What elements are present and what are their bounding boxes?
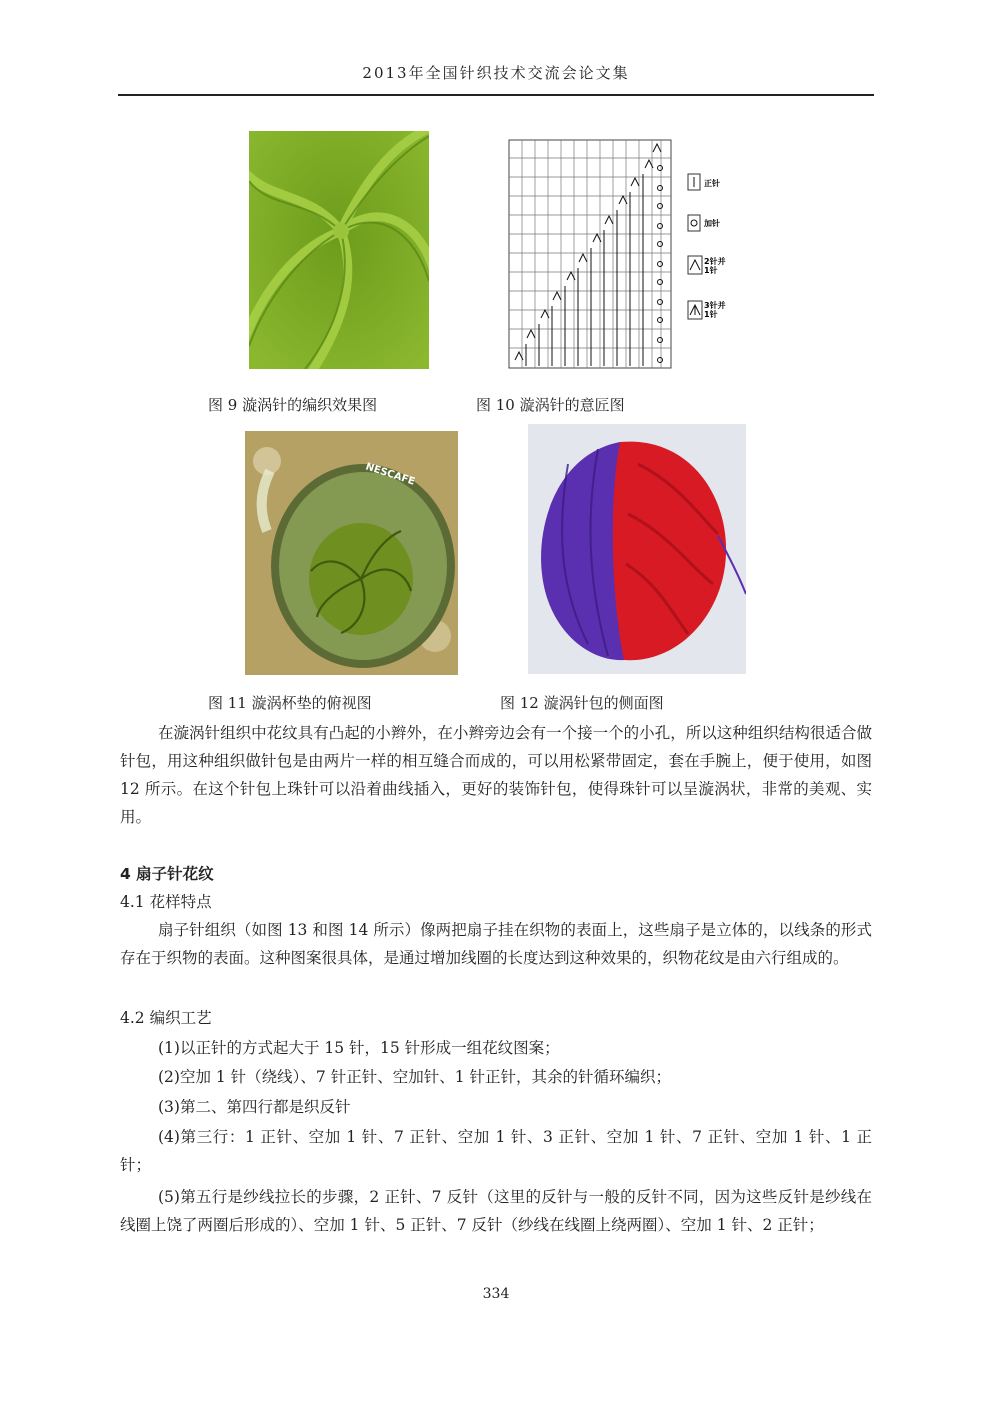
step-2: (2)空加 1 针（绕线）、7 针正针、空加针、1 针正针，其余的针循环编织； <box>158 1068 672 1086</box>
legend-label-k2tog-line1: 2针并 <box>704 257 726 266</box>
figure-11-coaster-photo <box>245 431 458 675</box>
subsection-4-1-title: 4.1 花样特点 <box>120 893 212 911</box>
coaster-in-glass-illustration <box>245 431 458 675</box>
legend-label-k2tog-line2: 1针 <box>704 266 718 275</box>
pincushion-illustration <box>528 424 746 674</box>
k2tog-symbol-icon <box>688 256 702 274</box>
running-header: 2013年全国针织技术交流会论文集 <box>362 64 630 82</box>
figure-10-caption: 图 10 漩涡针的意匠图 <box>476 396 625 414</box>
step-1: (1)以正针的方式起大于 15 针，15 针形成一组花纹图案； <box>158 1039 560 1057</box>
svg-text:NESCAFE: NESCAFE <box>364 461 417 488</box>
chart-legend <box>688 174 702 319</box>
step-3: (3)第二、第四行都是织反针 <box>158 1098 351 1116</box>
yarn-over-symbol-icon <box>688 215 700 231</box>
body-paragraph-2: 扇子针组织（如图 13 和图 14 所示）像两把扇子挂在织物的表面上，这些扇子是立体的，以线条的形式存在于织物的表面。这种图案很具体，是通过增加线圈的长度达到这种效果的，织物花纹是由六行组成的。 <box>120 921 872 967</box>
step-5: (5)第五行是纱线拉长的步骤，2 正针、7 反针（这里的反针与一般的反针不同，因为这些反针是纱线在线圈上饶了两圈后形成的）、空加 1 针、5 正针、7 反针（纱线在线圈上绕两圈）、空加 1 针、2 正针； <box>120 1188 872 1234</box>
legend-label-yarn-over: 加针 <box>704 219 720 228</box>
figure-12-caption: 图 12 漩涡针包的侧面图 <box>500 694 664 712</box>
body-paragraph-1: 在漩涡针组织中花纹具有凸起的小辫外，在小辫旁边会有一个接一个的小孔，所以这种组织结构很适合做针包，用这种组织做针包是由两片一样的相互缝合而成的，可以用松紧带固定，套在手腕上，便于使用，如图 12 所示。在这个针包上珠针可以沿着曲线插入，更好的装饰针包，使得珠针可以呈漩涡状，非常的美观、实用。 <box>120 724 872 826</box>
page-number: 334 <box>482 1286 510 1302</box>
legend-label-knit: 正针 <box>704 179 720 188</box>
figure-12-pincushion-photo <box>528 424 746 674</box>
figure-10-stitch-chart <box>505 138 745 370</box>
section-4-title: 4 扇子针花纹 <box>120 865 214 883</box>
figure-9-caption: 图 9 漩涡针的编织效果图 <box>208 396 378 414</box>
legend-label-k3tog-line1: 3针并 <box>704 301 726 310</box>
stitch-chart-grid <box>505 138 745 370</box>
header-rule <box>118 94 874 96</box>
legend-label-k3tog-line2: 1针 <box>704 310 718 319</box>
figure-11-caption: 图 11 漩涡杯垫的俯视图 <box>208 694 372 712</box>
step-4: (4)第三行：1 正针、空加 1 针、7 正针、空加 1 针、3 正针、空加 1 针、7 正针、空加 1 针、1 正针； <box>120 1128 872 1174</box>
figure-9-swirl-stitch-photo <box>249 131 429 369</box>
swirl-knit-illustration <box>249 131 429 369</box>
subsection-4-2-title: 4.2 编织工艺 <box>120 1009 212 1027</box>
